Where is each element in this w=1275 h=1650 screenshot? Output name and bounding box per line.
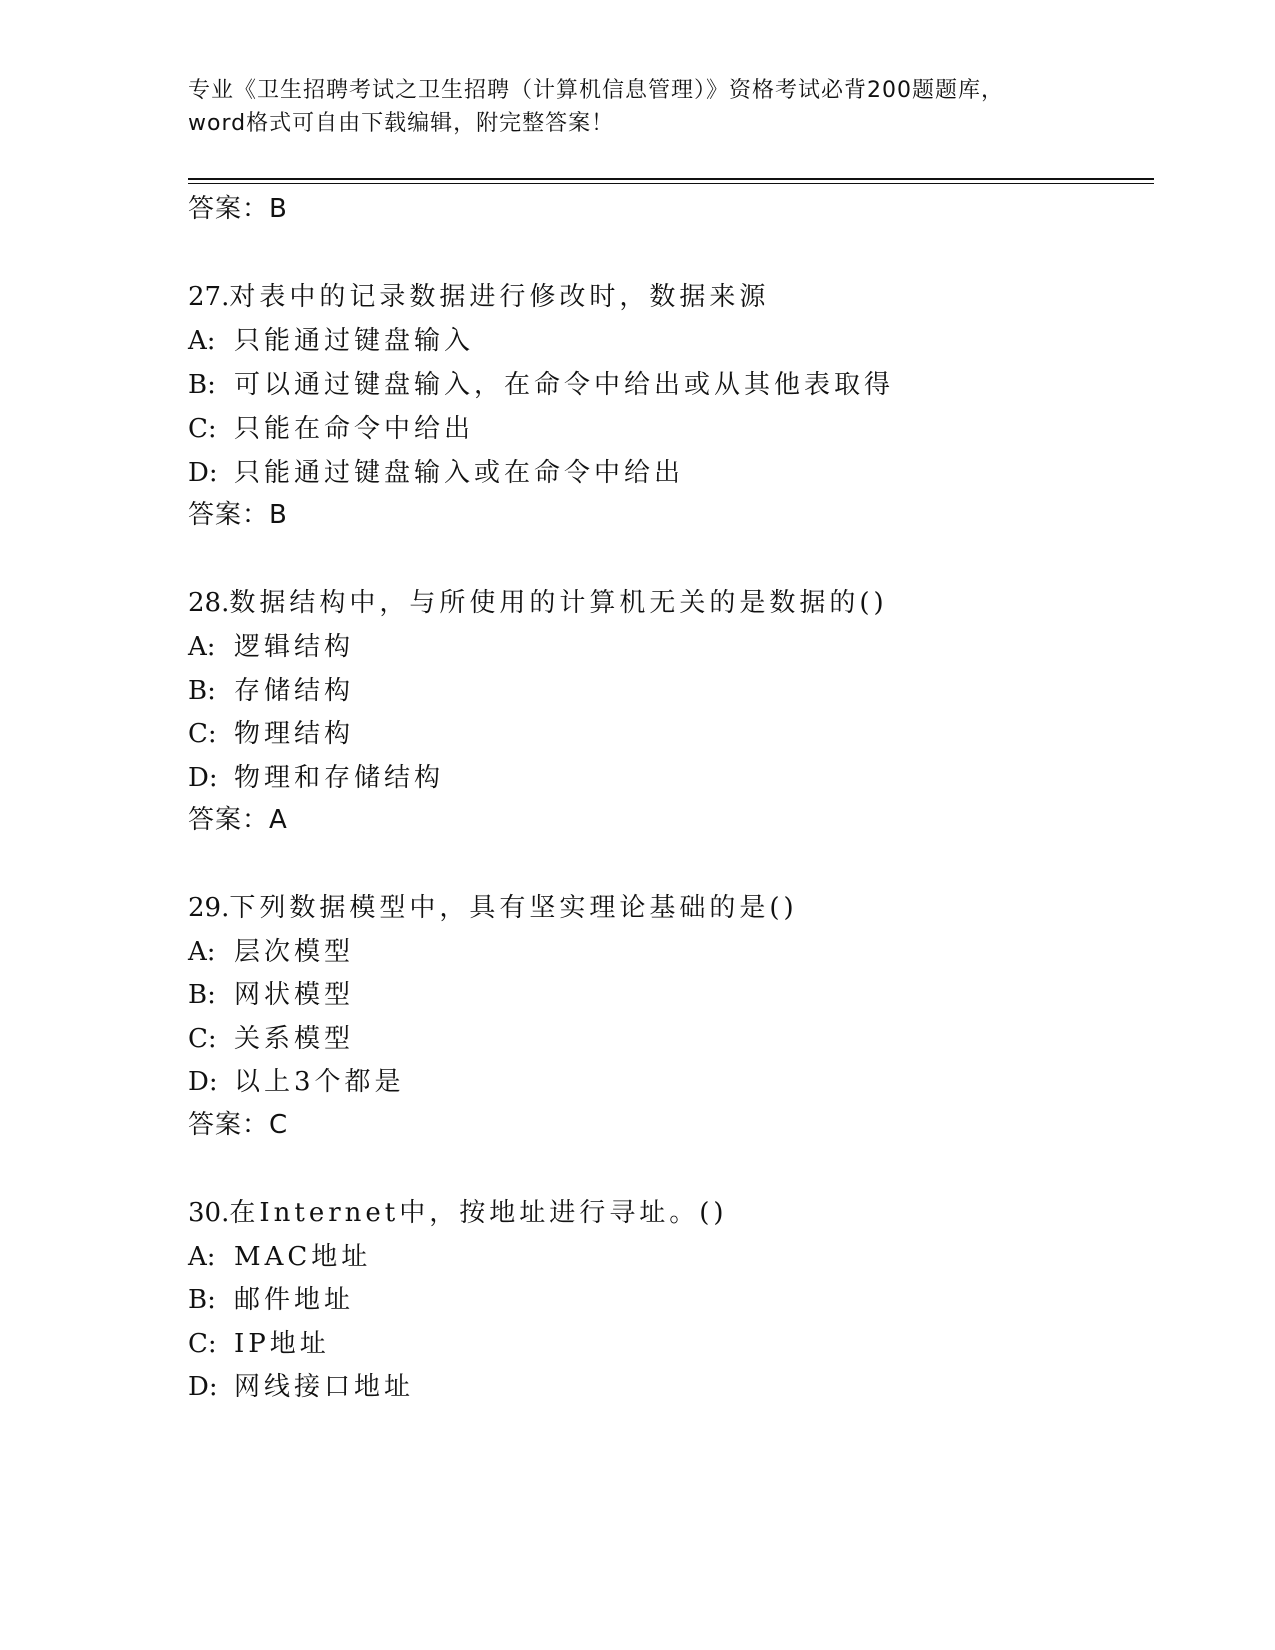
- question-text: 下列数据模型中，具有坚实理论基础的是(): [229, 893, 798, 923]
- question-27-option-a: [188, 324, 474, 358]
- question-29-option-d: [188, 1065, 405, 1099]
- option-letter: B:: [188, 1285, 216, 1315]
- option-letter: A:: [188, 632, 216, 662]
- question-number: 29.: [188, 893, 230, 923]
- previous-answer: 答案：B: [188, 194, 288, 224]
- question-30-option-c: [188, 1327, 330, 1361]
- option-text: 可以通过键盘输入，在命令中给出或从其他表取得: [234, 370, 895, 400]
- question-29-answer: 答案：C: [188, 1110, 289, 1140]
- option-text: 只能通过键盘输入: [234, 326, 475, 356]
- question-27-stem: [188, 280, 769, 314]
- question-text: 数据结构中，与所使用的计算机无关的是数据的(): [229, 588, 888, 618]
- question-number: 28.: [188, 588, 230, 618]
- question-30-option-b: [188, 1283, 354, 1317]
- question-28-answer: 答案：A: [188, 805, 288, 835]
- question-text: 对表中的记录数据进行修改时，数据来源: [229, 282, 770, 312]
- option-letter: A:: [188, 1242, 216, 1272]
- option-text: 只能通过键盘输入或在命令中给出: [234, 458, 685, 488]
- option-letter: A:: [188, 326, 216, 356]
- option-letter: D:: [188, 763, 218, 793]
- header-divider-thin: [188, 183, 1154, 184]
- question-number: 30.: [188, 1198, 230, 1228]
- question-28-stem: [188, 586, 888, 620]
- option-letter: C:: [188, 1024, 217, 1054]
- question-29-stem: [188, 891, 798, 925]
- option-letter: C:: [188, 1329, 217, 1359]
- option-text: 网线接口地址: [234, 1372, 415, 1402]
- option-text: 物理和存储结构: [234, 763, 445, 793]
- question-27-option-d: [188, 456, 684, 490]
- option-letter: B:: [188, 980, 216, 1010]
- option-letter: B:: [188, 370, 216, 400]
- question-27-option-c: [188, 412, 474, 446]
- option-text: 层次模型: [234, 937, 355, 967]
- option-text: 物理结构: [234, 719, 355, 749]
- question-28-option-c: [188, 717, 354, 751]
- option-text: 网状模型: [234, 980, 355, 1010]
- question-29-option-a: [188, 935, 354, 969]
- header-divider-thick: [188, 178, 1154, 180]
- question-28-option-a: [188, 630, 354, 664]
- option-letter: D:: [188, 458, 218, 488]
- question-29-option-b: [188, 978, 354, 1012]
- option-text: 邮件地址: [234, 1285, 355, 1315]
- option-letter: A:: [188, 937, 216, 967]
- document-header: [188, 74, 1088, 140]
- option-text: 只能在命令中给出: [234, 414, 475, 444]
- question-28-option-b: [188, 674, 354, 708]
- question-30-stem: [188, 1196, 728, 1230]
- option-text: 存储结构: [234, 676, 355, 706]
- option-text: 以上3个都是: [234, 1067, 405, 1097]
- header-line-2: word格式可自由下载编辑，附完整答案！: [188, 111, 615, 136]
- option-letter: D:: [188, 1067, 218, 1097]
- question-number: 27.: [188, 282, 230, 312]
- question-27-option-b: [188, 368, 894, 402]
- header-line-1: 专业《卫生招聘考试之卫生招聘（计算机信息管理）》资格考试必背200题题库，: [188, 78, 1004, 103]
- question-30-option-d: [188, 1370, 414, 1404]
- question-30-option-a: [188, 1240, 371, 1274]
- question-29-option-c: [188, 1022, 354, 1056]
- option-text: 逻辑结构: [234, 632, 355, 662]
- option-text: MAC地址: [234, 1242, 372, 1272]
- question-27-answer: 答案：B: [188, 500, 288, 530]
- option-letter: D:: [188, 1372, 218, 1402]
- option-letter: C:: [188, 719, 217, 749]
- option-text: IP地址: [234, 1329, 330, 1359]
- option-letter: B:: [188, 676, 216, 706]
- question-text: 在Internet中，按地址进行寻址。(): [229, 1198, 728, 1228]
- option-text: 关系模型: [234, 1024, 355, 1054]
- option-letter: C:: [188, 414, 217, 444]
- question-28-option-d: [188, 761, 444, 795]
